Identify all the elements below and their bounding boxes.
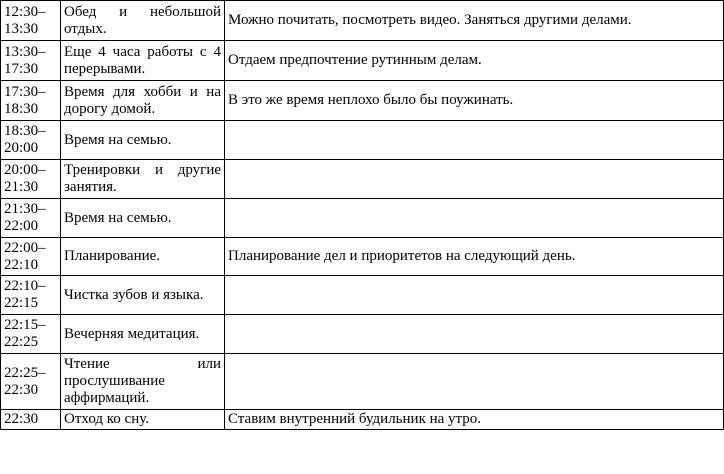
table-row xyxy=(1,315,724,354)
note-cell xyxy=(225,121,724,160)
note-cell xyxy=(225,160,724,199)
table-row xyxy=(1,41,724,81)
table-row xyxy=(1,81,724,121)
activity-cell: Время для хобби и на дорогу домой. xyxy=(61,81,225,121)
note-cell xyxy=(225,199,724,238)
note-cell: В это же время неплохо было бы поужинать. xyxy=(225,81,724,121)
table-row xyxy=(1,1,724,41)
time-cell: 22:15–22:25 xyxy=(1,315,61,354)
activity-cell: Время на семью. xyxy=(61,121,225,160)
time-cell: 22:25–22:30 xyxy=(1,354,61,410)
note-cell xyxy=(225,354,724,410)
activity-cell: Чтение или прослушивание аффирмаций. xyxy=(61,354,225,410)
note-cell: Отдаем предпочтение рутинным делам. xyxy=(225,41,724,81)
note-cell: Планирование дел и приоритетов на следующий день. xyxy=(225,238,724,276)
table-row xyxy=(1,410,724,430)
table-row xyxy=(1,354,724,410)
time-cell: 20:00–21:30 xyxy=(1,160,61,199)
time-cell: 13:30–17:30 xyxy=(1,41,61,81)
table-row xyxy=(1,276,724,315)
activity-cell: Вечерняя медитация. xyxy=(61,315,225,354)
table-row xyxy=(1,160,724,199)
time-cell: 21:30–22:00 xyxy=(1,199,61,238)
activity-cell: Отход ко сну. xyxy=(61,410,225,430)
activity-cell: Чистка зубов и языка. xyxy=(61,276,225,315)
time-cell: 12:30–13:30 xyxy=(1,1,61,41)
time-cell: 22:10–22:15 xyxy=(1,276,61,315)
time-cell: 22:00–22:10 xyxy=(1,238,61,276)
note-cell: Ставим внутренний будильник на утро. xyxy=(225,410,724,430)
note-cell xyxy=(225,276,724,315)
note-cell xyxy=(225,315,724,354)
table-row xyxy=(1,121,724,160)
time-cell: 22:30 xyxy=(1,410,61,430)
table-row xyxy=(1,199,724,238)
activity-cell: Тренировки и другие занятия. xyxy=(61,160,225,199)
note-cell: Можно почитать, посмотреть видео. Заняться другими делами. xyxy=(225,1,724,41)
activity-cell: Еще 4 часа работы с 4 перерывами. xyxy=(61,41,225,81)
table-row xyxy=(1,238,724,276)
activity-cell: Планирование. xyxy=(61,238,225,276)
activity-cell: Обед и небольшой отдых. xyxy=(61,1,225,41)
time-cell: 17:30–18:30 xyxy=(1,81,61,121)
activity-cell: Время на семью. xyxy=(61,199,225,238)
time-cell: 18:30–20:00 xyxy=(1,121,61,160)
